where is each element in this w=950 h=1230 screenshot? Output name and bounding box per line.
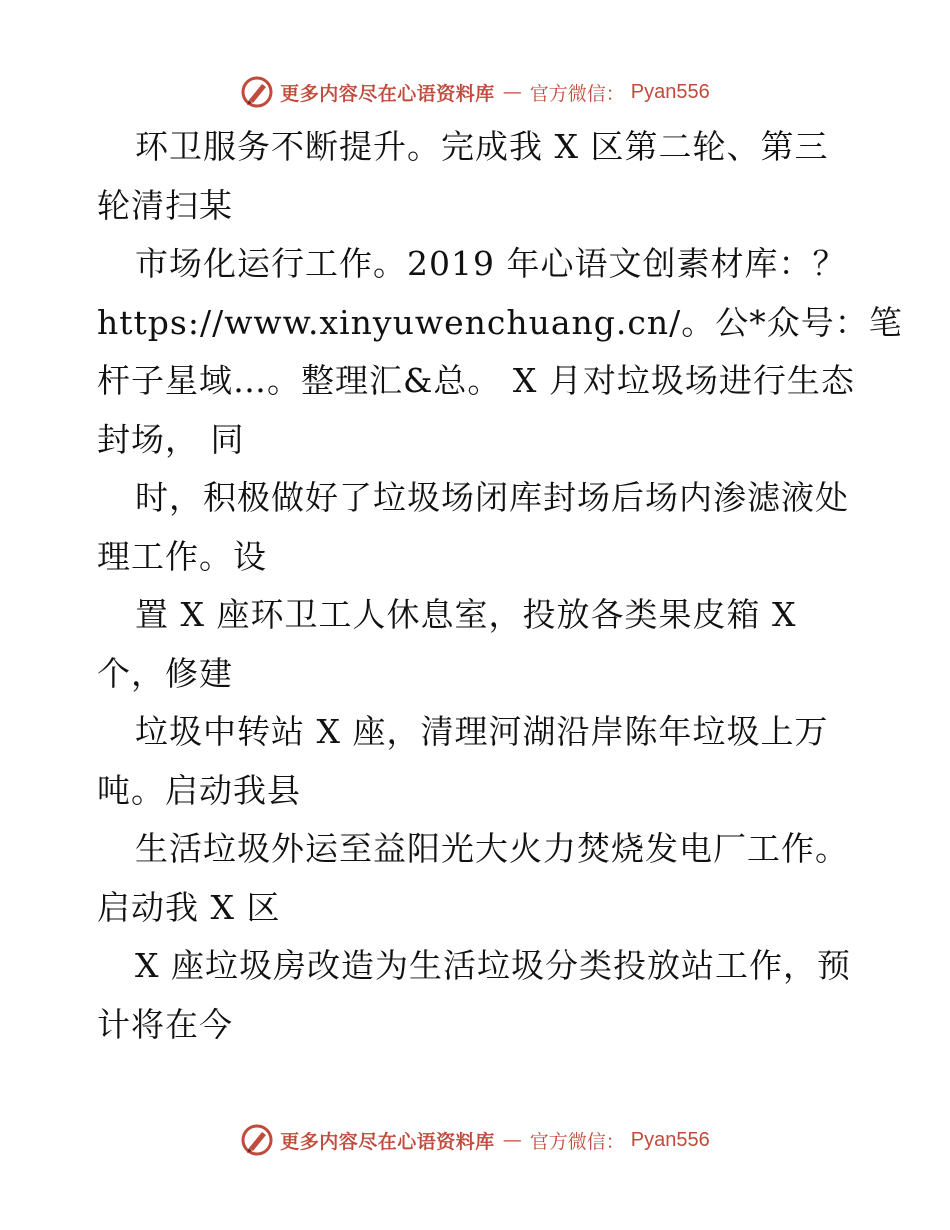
text-line: 垃圾中转站 X 座，清理河湖沿岸陈年垃圾上万 (135, 712, 829, 751)
text-line: 环卫服务不断提升。完成我 X 区第二轮、第三 (135, 127, 829, 166)
banner-label: 官方微信： (529, 82, 625, 105)
text-line: 杆子星域…。整理汇&总。 X 月对垃圾场进行生态 (97, 361, 855, 400)
text-line: 个，修建 (97, 653, 233, 693)
text-line: X 座垃圾房改造为生活垃圾分类投放站工作，预 (135, 946, 851, 985)
banner-inner (240, 75, 710, 109)
text-line: 时，积极做好了垃圾场闭库封场后场内渗滤液处 (135, 478, 849, 517)
text-line: 市场化运行工作。2019 年心语文创素材库：？ (135, 244, 847, 283)
banner-text: 更多内容尽在心语资料库 (280, 1130, 495, 1153)
pen-logo-icon (240, 1123, 274, 1157)
header-banner (0, 70, 950, 114)
banner-wechat-id: Pyan556 (630, 1128, 710, 1151)
banner-label: 官方微信： (529, 1130, 625, 1153)
text-line: https://www.xinyuwenchuang.cn/。公*众号：笔 (97, 302, 903, 342)
banner-separator: — (502, 1129, 522, 1151)
text-line: 计将在今 (97, 1004, 233, 1044)
text-line: 吨。启动我县 (97, 770, 301, 810)
footer-banner (0, 1118, 950, 1162)
banner-wechat-id: Pyan556 (630, 80, 710, 103)
document-body (97, 118, 903, 1054)
text-line: 轮清扫某 (97, 185, 233, 225)
pen-logo-icon (240, 75, 274, 109)
text-line: 理工作。设 (97, 536, 267, 576)
text-line: 启动我 X 区 (97, 887, 281, 927)
text-line: 封场， 同 (97, 419, 245, 459)
text-line: 生活垃圾外运至益阳光大火力焚烧发电厂工作。 (135, 829, 849, 868)
banner-inner (240, 1123, 710, 1157)
banner-text: 更多内容尽在心语资料库 (280, 82, 495, 105)
text-line: 置 X 座环卫工人休息室，投放各类果皮箱 X (135, 595, 797, 634)
banner-separator: — (502, 81, 522, 103)
